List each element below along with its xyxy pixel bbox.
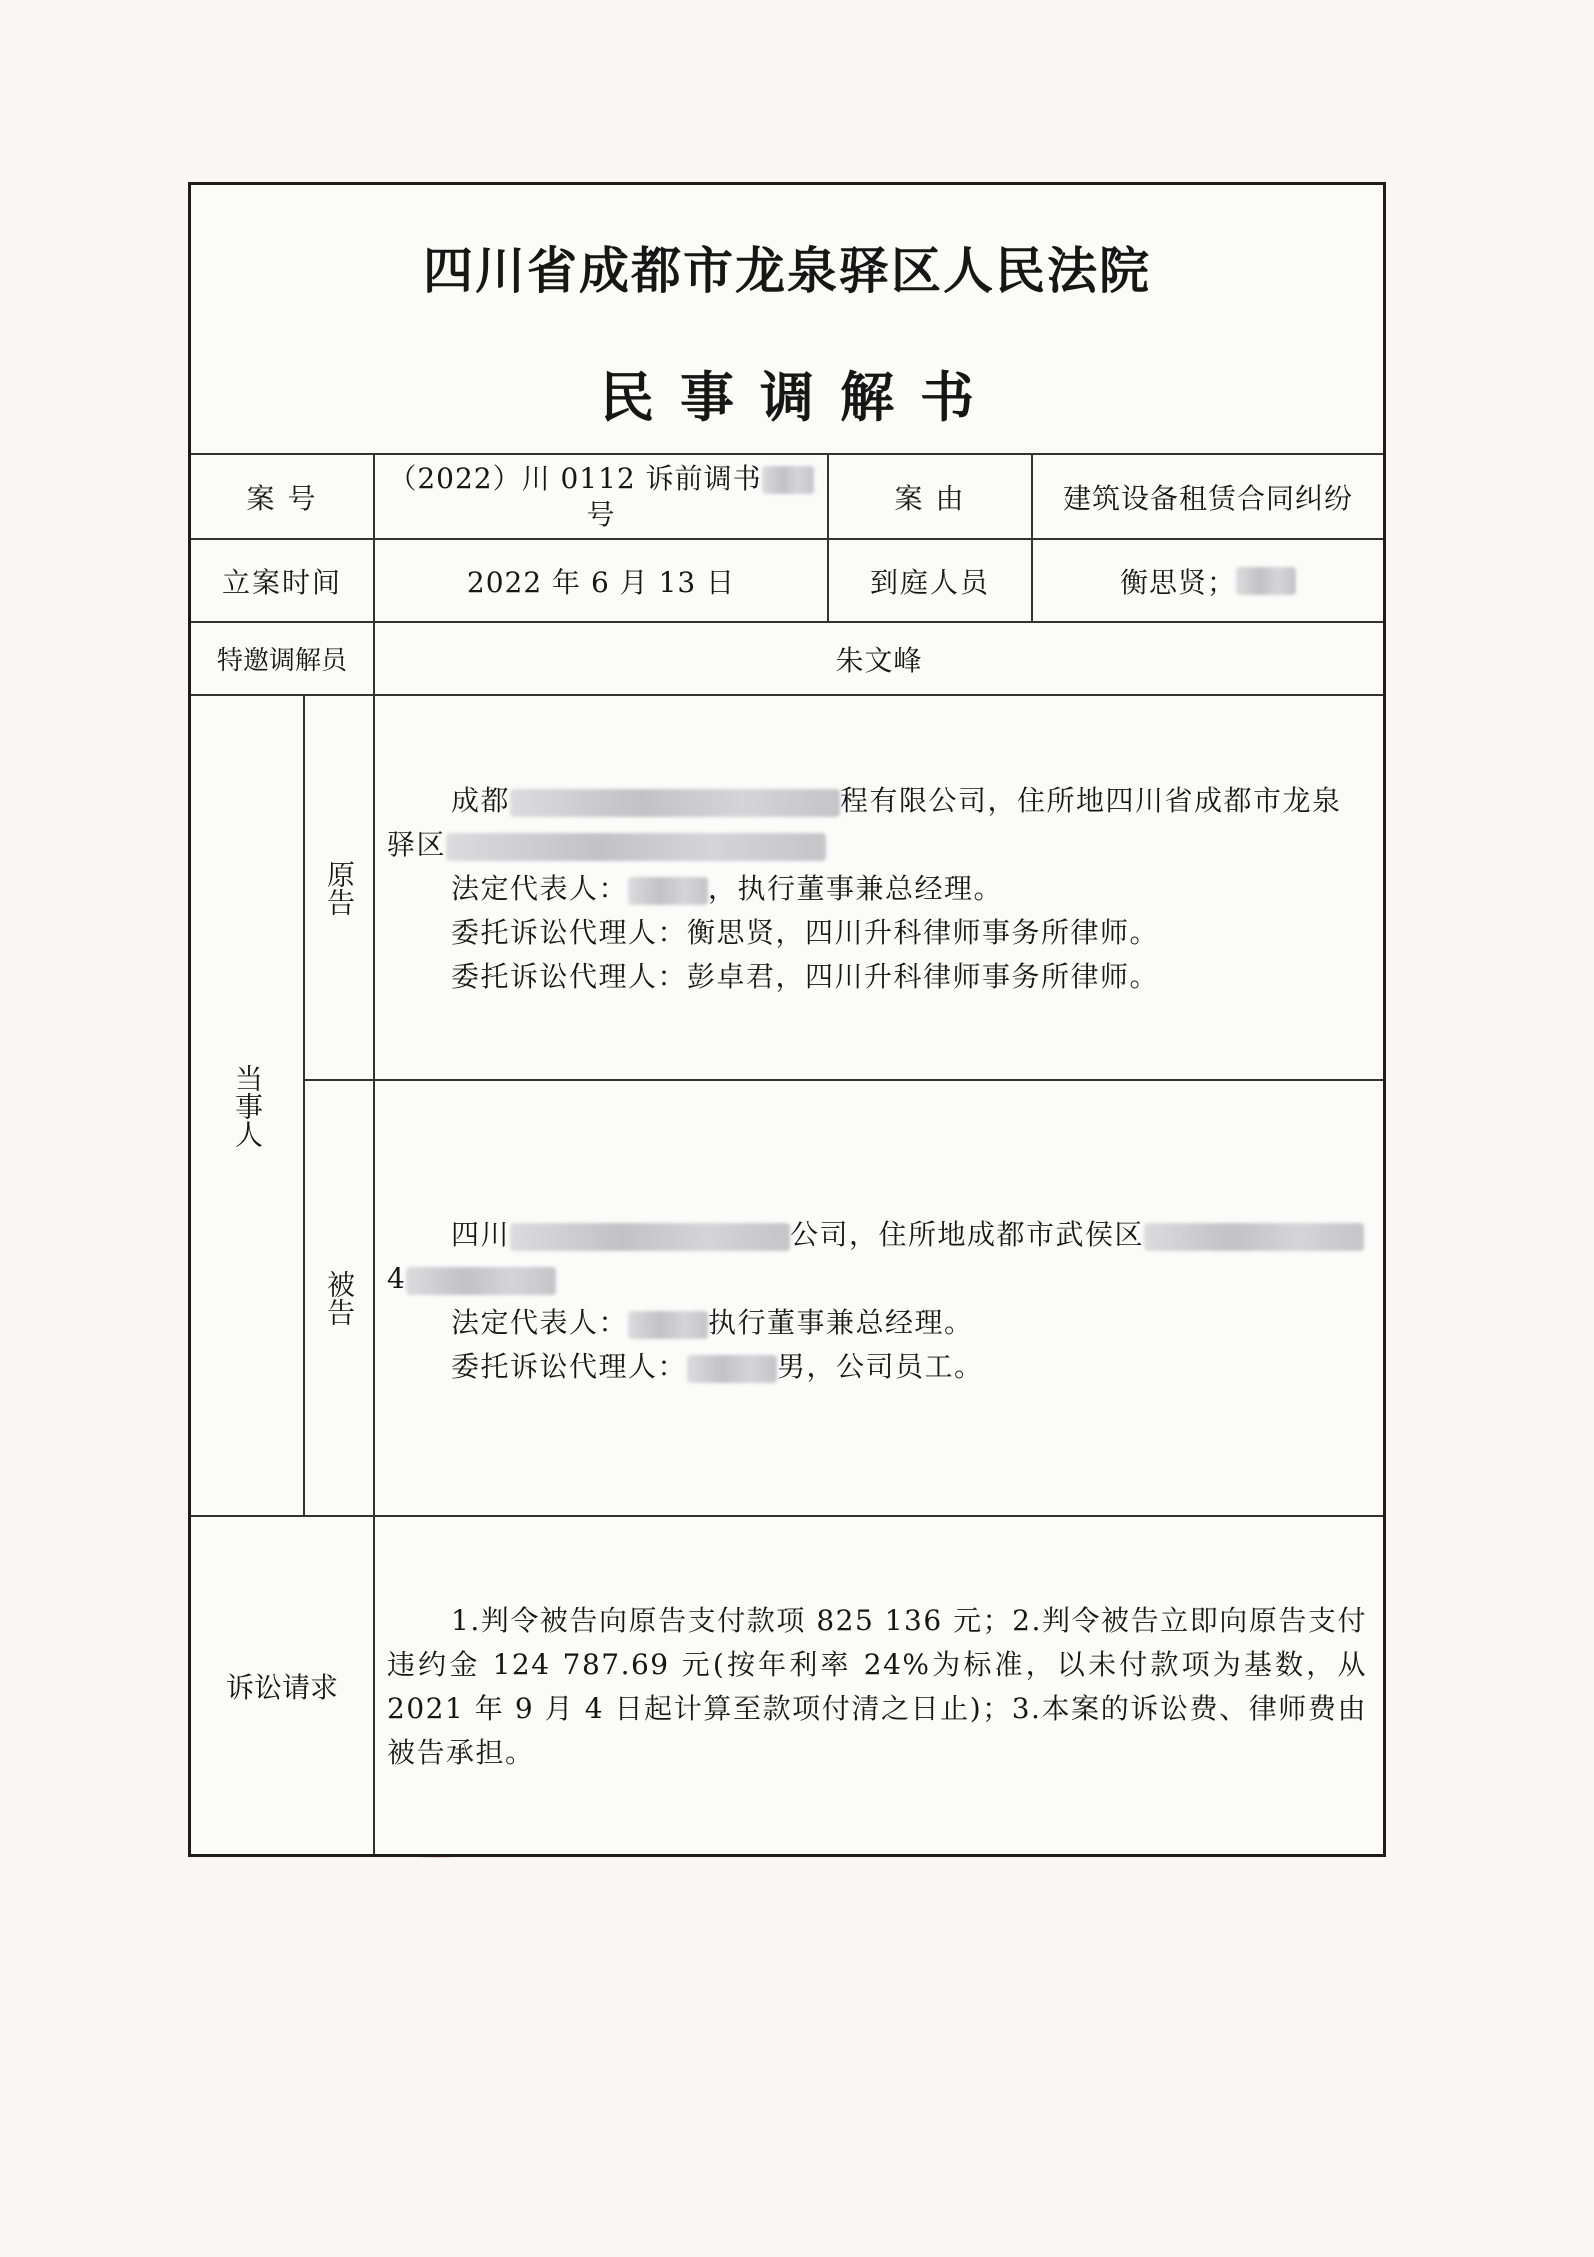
attendees-label: 到庭人员 [869,565,990,599]
filing-date-value: 2022 年 6 月 13 日 [466,565,736,599]
parties-label [191,696,303,1515]
defendant-rep-suffix: 执行董事兼总经理。 [708,1306,974,1339]
table-line [373,694,375,1854]
plaintiff-rep-prefix: 法定代表人： [451,872,629,905]
case-cause-value: 建筑设备租赁合同纠纷 [1062,481,1353,515]
parties-label-text: 当事人 [231,1063,264,1148]
redacted-text [510,1223,790,1251]
plaintiff-address-prefix: 驿区 [387,828,447,861]
plaintiff-label [305,696,373,1079]
mediation-document [188,182,1386,1857]
plaintiff-info [387,779,1372,999]
plaintiff-label-text: 原告 [323,859,356,916]
case-number-label: 案 号 [246,481,318,515]
redacted-text [1144,1223,1364,1251]
claims-label: 诉讼请求 [225,1670,338,1704]
redacted-text [406,1267,556,1295]
redacted-text [687,1355,777,1383]
defendant-label-text: 被告 [323,1270,356,1326]
defendant-name-prefix: 四川 [451,1218,511,1251]
case-number-suffix: 号 [586,497,616,531]
redacted-text [628,877,708,905]
case-number-text: （2022）川 0112 诉前调书 [388,461,762,495]
plaintiff-name-suffix: 程有限公司，住所地四川省成都市龙泉 [840,784,1342,817]
table-line [303,1079,1383,1081]
defendant-label [305,1081,373,1515]
defendant-rep-prefix: 法定代表人： [451,1306,629,1339]
redacted-text [446,833,826,861]
redacted-text [1236,567,1296,595]
attendees-text: 衡思贤； [1119,565,1236,599]
court-name: 四川省成都市龙泉驿区人民法院 [423,241,1151,300]
defendant-name-suffix: 公司，住所地成都市武侯区 [790,1218,1145,1251]
redacted-text [628,1311,708,1339]
mediator-value: 朱文峰 [835,643,923,677]
defendant-info [387,1213,1372,1389]
defendant-agent-prefix: 委托诉讼代理人： [451,1350,688,1383]
defendant-agent-suffix: 男，公司员工。 [777,1350,984,1383]
mediator-label: 特邀调解员 [216,646,347,676]
filing-date-label: 立案时间 [221,565,342,599]
plaintiff-agent-1: 委托诉讼代理人：衡思贤，四川升科律师事务所律师。 [451,916,1160,949]
claims-text: 1.判令被告向原告支付款项 825 136 元；2.判令被告立即向原告支付违约金 124 787.69 元(按年利率 24%为标准，以未付款项为基数，从 2021 年 9 月 4 日起计算至款项付清之日止)；3.本案的诉讼费、律师费由被告承担。 [387,1604,1367,1769]
redacted-text [762,466,814,494]
plaintiff-name-prefix: 成都 [451,784,511,817]
defendant-address-prefix: 4 [387,1262,407,1295]
attendees-value [1033,540,1383,621]
plaintiff-agent-2: 委托诉讼代理人：彭卓君，四川升科律师事务所律师。 [451,960,1160,993]
case-cause-label: 案 由 [894,481,966,515]
document-title: 民事调解书 [600,365,1000,429]
plaintiff-rep-suffix: ，执行董事兼总经理。 [708,872,1004,905]
case-number-value [375,455,827,538]
redacted-text [510,789,840,817]
